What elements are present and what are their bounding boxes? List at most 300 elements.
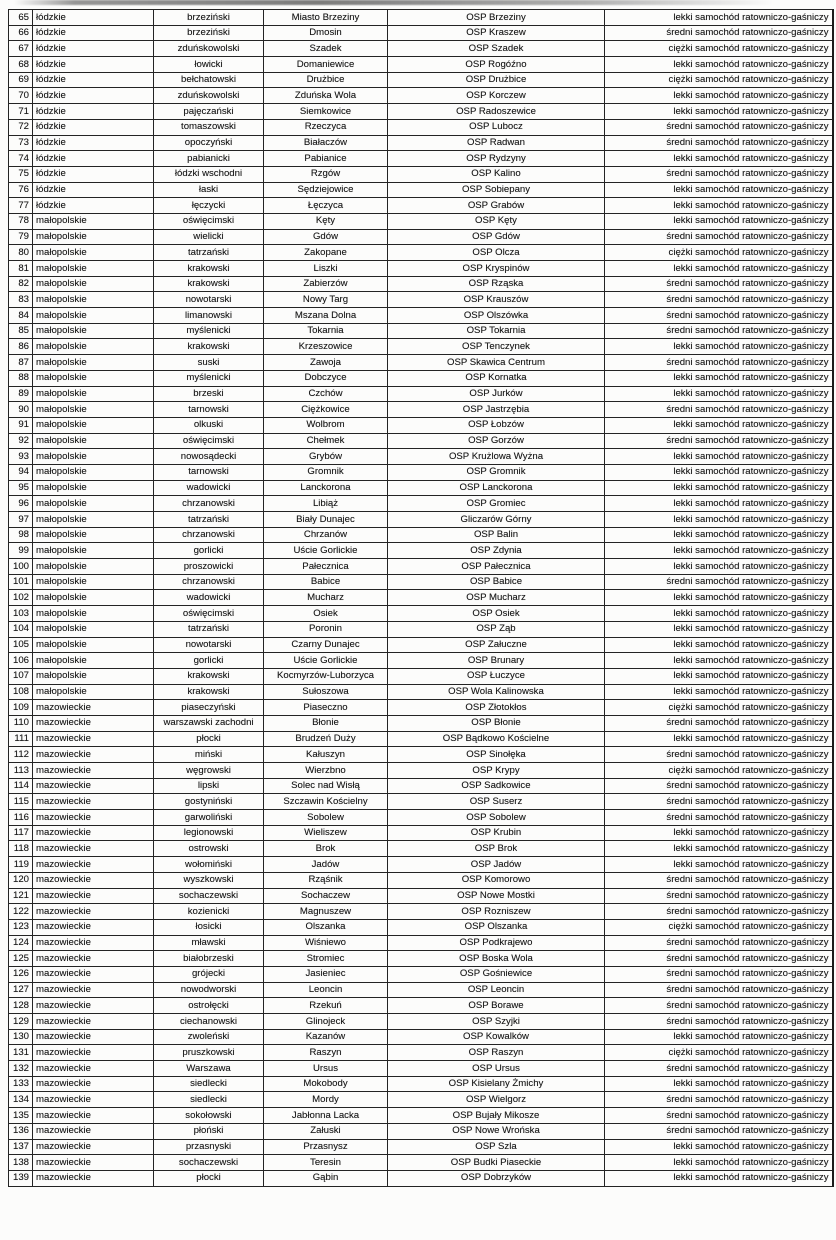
table-row xyxy=(9,370,833,386)
cell-county: płocki xyxy=(154,731,264,747)
cell-vehicle-type: średni samochód ratowniczo-gaśniczy xyxy=(605,1108,833,1124)
cell-municipality: Magnuszew xyxy=(264,904,388,920)
cell-county: legionowski xyxy=(154,825,264,841)
cell-voivodeship: małopolskie xyxy=(33,229,154,245)
cell-osp-unit-name: OSP Bujały Mikosze xyxy=(388,1108,605,1124)
cell-osp-unit-name: OSP Zdynia xyxy=(388,543,605,559)
cell-municipality: Kęty xyxy=(264,213,388,229)
cell-row-number: 113 xyxy=(9,763,33,779)
cell-osp-unit-name: OSP Raszyn xyxy=(388,1045,605,1061)
cell-osp-unit-name: OSP Błonie xyxy=(388,715,605,731)
cell-row-number: 111 xyxy=(9,731,33,747)
cell-vehicle-type: średni samochód ratowniczo-gaśniczy xyxy=(605,229,833,245)
cell-row-number: 135 xyxy=(9,1108,33,1124)
cell-osp-unit-name: OSP Tenczynek xyxy=(388,339,605,355)
cell-vehicle-type: lekki samochód ratowniczo-gaśniczy xyxy=(605,841,833,857)
cell-voivodeship: małopolskie xyxy=(33,496,154,512)
cell-municipality: Chełmek xyxy=(264,433,388,449)
cell-vehicle-type: średni samochód ratowniczo-gaśniczy xyxy=(605,402,833,418)
cell-county: suski xyxy=(154,355,264,371)
cell-municipality: Olszanka xyxy=(264,919,388,935)
cell-voivodeship: mazowieckie xyxy=(33,825,154,841)
table-row xyxy=(9,151,833,167)
cell-municipality: Babice xyxy=(264,574,388,590)
table-row xyxy=(9,1076,833,1092)
cell-vehicle-type: średni samochód ratowniczo-gaśniczy xyxy=(605,1014,833,1030)
cell-osp-unit-name: OSP Osiek xyxy=(388,606,605,622)
cell-vehicle-type: średni samochód ratowniczo-gaśniczy xyxy=(605,574,833,590)
cell-row-number: 74 xyxy=(9,151,33,167)
osp-units-table xyxy=(8,9,834,1187)
table-row xyxy=(9,621,833,637)
cell-voivodeship: małopolskie xyxy=(33,527,154,543)
cell-county: łaski xyxy=(154,182,264,198)
cell-row-number: 65 xyxy=(9,10,33,26)
cell-row-number: 88 xyxy=(9,370,33,386)
table-row xyxy=(9,57,833,73)
cell-municipality: Mokobody xyxy=(264,1076,388,1092)
cell-county: płoński xyxy=(154,1123,264,1139)
cell-voivodeship: mazowieckie xyxy=(33,841,154,857)
cell-row-number: 134 xyxy=(9,1092,33,1108)
table-row xyxy=(9,88,833,104)
cell-osp-unit-name: OSP Brzeziny xyxy=(388,10,605,26)
cell-osp-unit-name: OSP Jadów xyxy=(388,857,605,873)
cell-voivodeship: małopolskie xyxy=(33,668,154,684)
cell-voivodeship: małopolskie xyxy=(33,339,154,355)
cell-vehicle-type: średni samochód ratowniczo-gaśniczy xyxy=(605,1061,833,1077)
cell-county: kozienicki xyxy=(154,904,264,920)
cell-row-number: 67 xyxy=(9,41,33,57)
cell-row-number: 99 xyxy=(9,543,33,559)
cell-vehicle-type: średni samochód ratowniczo-gaśniczy xyxy=(605,1123,833,1139)
cell-voivodeship: małopolskie xyxy=(33,512,154,528)
cell-voivodeship: łódzkie xyxy=(33,198,154,214)
cell-osp-unit-name: OSP Gromiec xyxy=(388,496,605,512)
cell-osp-unit-name: OSP Łuczyce xyxy=(388,668,605,684)
cell-voivodeship: mazowieckie xyxy=(33,951,154,967)
cell-county: węgrowski xyxy=(154,763,264,779)
cell-county: grójecki xyxy=(154,966,264,982)
cell-municipality: Rzeczyca xyxy=(264,119,388,135)
cell-county: gorlicki xyxy=(154,543,264,559)
cell-row-number: 133 xyxy=(9,1076,33,1092)
cell-row-number: 109 xyxy=(9,700,33,716)
cell-vehicle-type: średni samochód ratowniczo-gaśniczy xyxy=(605,982,833,998)
cell-vehicle-type: lekki samochód ratowniczo-gaśniczy xyxy=(605,668,833,684)
cell-voivodeship: małopolskie xyxy=(33,464,154,480)
cell-voivodeship: małopolskie xyxy=(33,433,154,449)
cell-voivodeship: mazowieckie xyxy=(33,1123,154,1139)
cell-row-number: 94 xyxy=(9,464,33,480)
cell-county: warszawski zachodni xyxy=(154,715,264,731)
cell-municipality: Chrzanów xyxy=(264,527,388,543)
cell-vehicle-type: średni samochód ratowniczo-gaśniczy xyxy=(605,135,833,151)
cell-osp-unit-name: OSP Gromnik xyxy=(388,464,605,480)
table-row xyxy=(9,543,833,559)
cell-voivodeship: małopolskie xyxy=(33,245,154,261)
cell-row-number: 93 xyxy=(9,449,33,465)
cell-county: pruszkowski xyxy=(154,1045,264,1061)
cell-municipality: Szczawin Kościelny xyxy=(264,794,388,810)
cell-vehicle-type: lekki samochód ratowniczo-gaśniczy xyxy=(605,213,833,229)
cell-county: łęczycki xyxy=(154,198,264,214)
cell-vehicle-type: lekki samochód ratowniczo-gaśniczy xyxy=(605,386,833,402)
cell-municipality: Krzeszowice xyxy=(264,339,388,355)
cell-voivodeship: mazowieckie xyxy=(33,1139,154,1155)
table-row xyxy=(9,417,833,433)
cell-voivodeship: małopolskie xyxy=(33,370,154,386)
cell-county: wyszkowski xyxy=(154,872,264,888)
cell-vehicle-type: ciężki samochód ratowniczo-gaśniczy xyxy=(605,41,833,57)
cell-vehicle-type: ciężki samochód ratowniczo-gaśniczy xyxy=(605,72,833,88)
cell-voivodeship: małopolskie xyxy=(33,606,154,622)
cell-vehicle-type: lekki samochód ratowniczo-gaśniczy xyxy=(605,1029,833,1045)
table-row xyxy=(9,700,833,716)
cell-osp-unit-name: OSP Krubin xyxy=(388,825,605,841)
cell-municipality: Czarny Dunajec xyxy=(264,637,388,653)
cell-county: wadowicki xyxy=(154,590,264,606)
cell-row-number: 131 xyxy=(9,1045,33,1061)
cell-county: bełchatowski xyxy=(154,72,264,88)
table-row xyxy=(9,872,833,888)
cell-county: miński xyxy=(154,747,264,763)
cell-vehicle-type: średni samochód ratowniczo-gaśniczy xyxy=(605,951,833,967)
cell-row-number: 79 xyxy=(9,229,33,245)
table-row xyxy=(9,25,833,41)
cell-voivodeship: małopolskie xyxy=(33,308,154,324)
cell-row-number: 90 xyxy=(9,402,33,418)
cell-county: oświęcimski xyxy=(154,213,264,229)
cell-voivodeship: łódzkie xyxy=(33,182,154,198)
cell-osp-unit-name: OSP Grabów xyxy=(388,198,605,214)
cell-voivodeship: małopolskie xyxy=(33,684,154,700)
cell-row-number: 91 xyxy=(9,417,33,433)
cell-county: opoczyński xyxy=(154,135,264,151)
cell-county: płocki xyxy=(154,1170,264,1186)
cell-voivodeship: małopolskie xyxy=(33,386,154,402)
cell-voivodeship: mazowieckie xyxy=(33,998,154,1014)
cell-voivodeship: łódzkie xyxy=(33,25,154,41)
cell-row-number: 92 xyxy=(9,433,33,449)
table-row xyxy=(9,276,833,292)
cell-municipality: Siemkowice xyxy=(264,104,388,120)
cell-county: lipski xyxy=(154,778,264,794)
cell-vehicle-type: lekki samochód ratowniczo-gaśniczy xyxy=(605,857,833,873)
scan-artifact-top-band xyxy=(14,0,774,5)
cell-osp-unit-name: OSP Skawica Centrum xyxy=(388,355,605,371)
cell-municipality: Tokarnia xyxy=(264,323,388,339)
cell-row-number: 98 xyxy=(9,527,33,543)
cell-osp-unit-name: OSP Nowe Mostki xyxy=(388,888,605,904)
cell-vehicle-type: ciężki samochód ratowniczo-gaśniczy xyxy=(605,245,833,261)
table-row xyxy=(9,245,833,261)
cell-county: oświęcimski xyxy=(154,433,264,449)
cell-county: tatrzański xyxy=(154,621,264,637)
cell-county: krakowski xyxy=(154,276,264,292)
cell-voivodeship: małopolskie xyxy=(33,355,154,371)
cell-osp-unit-name: OSP Kornatka xyxy=(388,370,605,386)
table-row xyxy=(9,213,833,229)
cell-municipality: Rzekuń xyxy=(264,998,388,1014)
cell-osp-unit-name: OSP Rząska xyxy=(388,276,605,292)
cell-row-number: 66 xyxy=(9,25,33,41)
cell-municipality: Kocmyrzów-Luborzyca xyxy=(264,668,388,684)
cell-osp-unit-name: OSP Boska Wola xyxy=(388,951,605,967)
cell-vehicle-type: lekki samochód ratowniczo-gaśniczy xyxy=(605,88,833,104)
cell-vehicle-type: lekki samochód ratowniczo-gaśniczy xyxy=(605,464,833,480)
cell-county: ostrołęcki xyxy=(154,998,264,1014)
cell-vehicle-type: lekki samochód ratowniczo-gaśniczy xyxy=(605,637,833,653)
cell-row-number: 108 xyxy=(9,684,33,700)
table-row xyxy=(9,794,833,810)
cell-municipality: Glinojeck xyxy=(264,1014,388,1030)
cell-vehicle-type: lekki samochód ratowniczo-gaśniczy xyxy=(605,731,833,747)
table-row xyxy=(9,1029,833,1045)
table-row xyxy=(9,825,833,841)
cell-county: garwoliński xyxy=(154,810,264,826)
cell-osp-unit-name: OSP Suserz xyxy=(388,794,605,810)
cell-osp-unit-name: OSP Krypy xyxy=(388,763,605,779)
cell-county: chrzanowski xyxy=(154,496,264,512)
cell-municipality: Libiąż xyxy=(264,496,388,512)
cell-municipality: Sędziejowice xyxy=(264,182,388,198)
table-row xyxy=(9,935,833,951)
cell-row-number: 77 xyxy=(9,198,33,214)
cell-vehicle-type: lekki samochód ratowniczo-gaśniczy xyxy=(605,261,833,277)
cell-voivodeship: mazowieckie xyxy=(33,1029,154,1045)
cell-municipality: Uście Gorlickie xyxy=(264,653,388,669)
cell-county: krakowski xyxy=(154,684,264,700)
cell-municipality: Solec nad Wisłą xyxy=(264,778,388,794)
cell-county: nowodworski xyxy=(154,982,264,998)
table-row xyxy=(9,292,833,308)
cell-municipality: Zakopane xyxy=(264,245,388,261)
table-row xyxy=(9,982,833,998)
cell-vehicle-type: lekki samochód ratowniczo-gaśniczy xyxy=(605,10,833,26)
cell-vehicle-type: średni samochód ratowniczo-gaśniczy xyxy=(605,166,833,182)
cell-municipality: Załuski xyxy=(264,1123,388,1139)
table-row xyxy=(9,1092,833,1108)
cell-vehicle-type: ciężki samochód ratowniczo-gaśniczy xyxy=(605,1045,833,1061)
cell-voivodeship: łódzkie xyxy=(33,72,154,88)
cell-osp-unit-name: OSP Sobolew xyxy=(388,810,605,826)
cell-osp-unit-name: OSP Gośniewice xyxy=(388,966,605,982)
cell-voivodeship: małopolskie xyxy=(33,543,154,559)
cell-municipality: Ursus xyxy=(264,1061,388,1077)
cell-row-number: 128 xyxy=(9,998,33,1014)
cell-county: białobrzeski xyxy=(154,951,264,967)
cell-vehicle-type: średni samochód ratowniczo-gaśniczy xyxy=(605,966,833,982)
cell-row-number: 139 xyxy=(9,1170,33,1186)
cell-municipality: Łęczyca xyxy=(264,198,388,214)
cell-municipality: Biały Dunajec xyxy=(264,512,388,528)
cell-osp-unit-name: OSP Ursus xyxy=(388,1061,605,1077)
cell-county: nowosądecki xyxy=(154,449,264,465)
cell-row-number: 97 xyxy=(9,512,33,528)
cell-municipality: Wolbrom xyxy=(264,417,388,433)
table-row xyxy=(9,1139,833,1155)
cell-county: piaseczyński xyxy=(154,700,264,716)
table-row xyxy=(9,1108,833,1124)
cell-voivodeship: mazowieckie xyxy=(33,1076,154,1092)
cell-vehicle-type: średni samochód ratowniczo-gaśniczy xyxy=(605,25,833,41)
cell-osp-unit-name: OSP Radwan xyxy=(388,135,605,151)
cell-osp-unit-name: OSP Babice xyxy=(388,574,605,590)
table-row xyxy=(9,574,833,590)
cell-voivodeship: mazowieckie xyxy=(33,1092,154,1108)
cell-vehicle-type: lekki samochód ratowniczo-gaśniczy xyxy=(605,151,833,167)
cell-osp-unit-name: OSP Kalino xyxy=(388,166,605,182)
cell-osp-unit-name: OSP Krużlowa Wyżna xyxy=(388,449,605,465)
cell-row-number: 138 xyxy=(9,1155,33,1171)
cell-osp-unit-name: OSP Mucharz xyxy=(388,590,605,606)
cell-row-number: 96 xyxy=(9,496,33,512)
cell-row-number: 75 xyxy=(9,166,33,182)
cell-osp-unit-name: OSP Radoszewice xyxy=(388,104,605,120)
table-row xyxy=(9,998,833,1014)
table-row xyxy=(9,1045,833,1061)
cell-voivodeship: małopolskie xyxy=(33,292,154,308)
cell-voivodeship: łódzkie xyxy=(33,10,154,26)
cell-row-number: 126 xyxy=(9,966,33,982)
cell-voivodeship: łódzkie xyxy=(33,57,154,73)
table-row xyxy=(9,731,833,747)
cell-row-number: 137 xyxy=(9,1139,33,1155)
cell-municipality: Raszyn xyxy=(264,1045,388,1061)
cell-osp-unit-name: OSP Gorzów xyxy=(388,433,605,449)
cell-municipality: Wierzbno xyxy=(264,763,388,779)
cell-row-number: 84 xyxy=(9,308,33,324)
cell-voivodeship: łódzkie xyxy=(33,151,154,167)
cell-municipality: Dmosin xyxy=(264,25,388,41)
table-row xyxy=(9,684,833,700)
cell-municipality: Pałecznica xyxy=(264,559,388,575)
cell-voivodeship: mazowieckie xyxy=(33,1170,154,1186)
cell-vehicle-type: średni samochód ratowniczo-gaśniczy xyxy=(605,355,833,371)
table-row xyxy=(9,464,833,480)
cell-county: przasnyski xyxy=(154,1139,264,1155)
cell-vehicle-type: lekki samochód ratowniczo-gaśniczy xyxy=(605,198,833,214)
cell-vehicle-type: lekki samochód ratowniczo-gaśniczy xyxy=(605,417,833,433)
cell-osp-unit-name: OSP Wielgorz xyxy=(388,1092,605,1108)
cell-osp-unit-name: OSP Olcza xyxy=(388,245,605,261)
cell-voivodeship: małopolskie xyxy=(33,323,154,339)
cell-municipality: Lanckorona xyxy=(264,480,388,496)
cell-county: siedlecki xyxy=(154,1092,264,1108)
cell-municipality: Miasto Brzeziny xyxy=(264,10,388,26)
table-row xyxy=(9,778,833,794)
cell-municipality: Gromnik xyxy=(264,464,388,480)
cell-osp-unit-name: OSP Olszanka xyxy=(388,919,605,935)
cell-municipality: Liszki xyxy=(264,261,388,277)
cell-municipality: Błonie xyxy=(264,715,388,731)
cell-municipality: Brok xyxy=(264,841,388,857)
cell-osp-unit-name: OSP Kraszew xyxy=(388,25,605,41)
cell-county: tarnowski xyxy=(154,464,264,480)
cell-vehicle-type: średni samochód ratowniczo-gaśniczy xyxy=(605,308,833,324)
cell-municipality: Sułoszowa xyxy=(264,684,388,700)
cell-municipality: Domaniewice xyxy=(264,57,388,73)
cell-voivodeship: łódzkie xyxy=(33,104,154,120)
cell-voivodeship: mazowieckie xyxy=(33,872,154,888)
cell-osp-unit-name: OSP Kowalków xyxy=(388,1029,605,1045)
cell-county: wadowicki xyxy=(154,480,264,496)
cell-osp-unit-name: OSP Kryspinów xyxy=(388,261,605,277)
cell-voivodeship: mazowieckie xyxy=(33,919,154,935)
cell-voivodeship: małopolskie xyxy=(33,402,154,418)
cell-county: myślenicki xyxy=(154,323,264,339)
cell-voivodeship: małopolskie xyxy=(33,480,154,496)
cell-voivodeship: małopolskie xyxy=(33,574,154,590)
cell-row-number: 132 xyxy=(9,1061,33,1077)
cell-municipality: Dobczyce xyxy=(264,370,388,386)
cell-municipality: Ciężkowice xyxy=(264,402,388,418)
cell-county: mławski xyxy=(154,935,264,951)
cell-osp-unit-name: OSP Borawe xyxy=(388,998,605,1014)
cell-vehicle-type: lekki samochód ratowniczo-gaśniczy xyxy=(605,1076,833,1092)
cell-municipality: Piaseczno xyxy=(264,700,388,716)
cell-voivodeship: małopolskie xyxy=(33,637,154,653)
cell-vehicle-type: lekki samochód ratowniczo-gaśniczy xyxy=(605,559,833,575)
cell-vehicle-type: lekki samochód ratowniczo-gaśniczy xyxy=(605,370,833,386)
cell-county: łowicki xyxy=(154,57,264,73)
cell-county: olkuski xyxy=(154,417,264,433)
table-row xyxy=(9,386,833,402)
cell-municipality: Czchów xyxy=(264,386,388,402)
cell-municipality: Osiek xyxy=(264,606,388,622)
cell-county: limanowski xyxy=(154,308,264,324)
table-row xyxy=(9,496,833,512)
cell-municipality: Jabłonna Lacka xyxy=(264,1108,388,1124)
table-row xyxy=(9,72,833,88)
table-row xyxy=(9,198,833,214)
cell-vehicle-type: lekki samochód ratowniczo-gaśniczy xyxy=(605,1170,833,1186)
cell-osp-unit-name: OSP Wola Kalinowska xyxy=(388,684,605,700)
cell-voivodeship: małopolskie xyxy=(33,590,154,606)
table-row xyxy=(9,480,833,496)
table-row xyxy=(9,590,833,606)
table-row xyxy=(9,919,833,935)
table-row xyxy=(9,1170,833,1186)
cell-municipality: Rzgów xyxy=(264,166,388,182)
cell-row-number: 85 xyxy=(9,323,33,339)
cell-row-number: 107 xyxy=(9,668,33,684)
cell-municipality: Sobolew xyxy=(264,810,388,826)
cell-county: zwoleński xyxy=(154,1029,264,1045)
cell-municipality: Jadów xyxy=(264,857,388,873)
cell-vehicle-type: średni samochód ratowniczo-gaśniczy xyxy=(605,935,833,951)
cell-vehicle-type: średni samochód ratowniczo-gaśniczy xyxy=(605,715,833,731)
cell-row-number: 82 xyxy=(9,276,33,292)
cell-osp-unit-name: Gliczarów Górny xyxy=(388,512,605,528)
cell-row-number: 80 xyxy=(9,245,33,261)
cell-municipality: Uście Gorlickie xyxy=(264,543,388,559)
cell-municipality: Gdów xyxy=(264,229,388,245)
cell-county: pajęczański xyxy=(154,104,264,120)
table-row xyxy=(9,229,833,245)
cell-osp-unit-name: OSP Drużbice xyxy=(388,72,605,88)
cell-vehicle-type: średni samochód ratowniczo-gaśniczy xyxy=(605,433,833,449)
cell-voivodeship: mazowieckie xyxy=(33,857,154,873)
cell-municipality: Białaczów xyxy=(264,135,388,151)
table-row xyxy=(9,763,833,779)
cell-municipality: Zduńska Wola xyxy=(264,88,388,104)
cell-county: tomaszowski xyxy=(154,119,264,135)
cell-municipality: Teresin xyxy=(264,1155,388,1171)
cell-vehicle-type: lekki samochód ratowniczo-gaśniczy xyxy=(605,449,833,465)
cell-vehicle-type: lekki samochód ratowniczo-gaśniczy xyxy=(605,684,833,700)
